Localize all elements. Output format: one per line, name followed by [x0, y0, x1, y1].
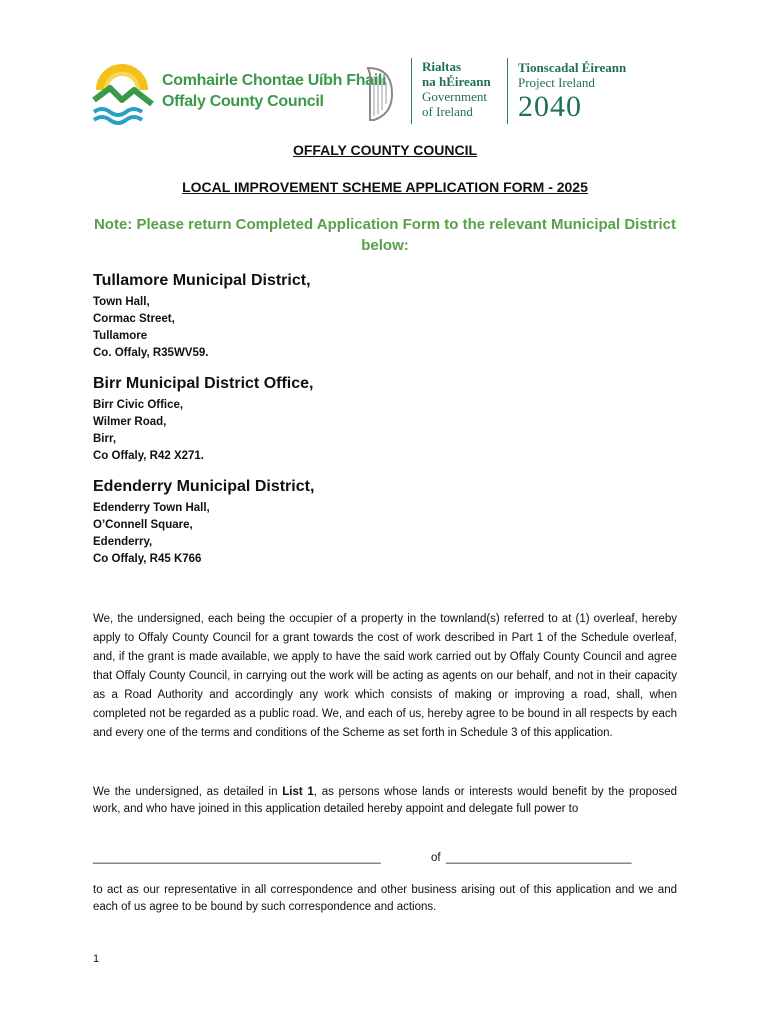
harp-icon [362, 64, 398, 124]
offaly-county-council-logo [92, 58, 402, 128]
application-paragraph: We, the undersigned, each being the occupier of a property in the townland(s) referred to at (1) overleaf, hereby apply to Offaly County Council for a grant towards the cost of work described in Part 1 of the Schedule overleaf, and, if the grant is made available, we apply to have the said work carried out by Offaly County Council and agree that Offaly County Council, in carrying out the work will be acting as agents on our behalf, and not in their capacity as a Road Authority and accordingly any work which consists of making or improving a road, shall, when completed not be regarded as a public road. We, and each of us, hereby agree to be bound in all respects by each and every one of the terms and conditions of the Scheme as set forth in Schedule 3 of this application. [93, 613, 677, 739]
district-address-tullamore [93, 272, 311, 362]
representative-address-field[interactable]: _____________________________ [446, 852, 632, 864]
gov-line-2: na hÉireann [422, 74, 491, 89]
district-heading: Edenderry Municipal District, [93, 478, 315, 495]
gov-line-3: Government [422, 89, 487, 104]
representative-paragraph: to act as our representative in all correspondence and other business arising out of this application and we and each of us agree to be bound by such correspondence and actions. [93, 884, 677, 913]
council-name [162, 70, 386, 112]
return-note: Note: Please return Completed Application Form to the relevant Municipal District below: [93, 216, 677, 254]
address-line: Co. Offaly, R35WV59. [93, 347, 209, 359]
district-address-edenderry [93, 478, 314, 568]
district-address-birr [93, 375, 313, 465]
pi-year: 2040 [518, 90, 582, 123]
address-line: Co Offaly, R45 K766 [93, 553, 202, 565]
address-line: O’Connell Square, [93, 519, 193, 531]
address-line: Cormac Street, [93, 313, 175, 325]
address-line: Wilmer Road, [93, 416, 167, 428]
delegation-text-post: , as persons whose lands or interests would benefit by the proposed work, and who have joined in this application detailed hereby appoint and delegate full power to [93, 786, 678, 815]
representative-name-field[interactable]: _____________________________________________ [93, 852, 381, 864]
pi-line-2: Project Ireland [518, 75, 595, 90]
delegation-paragraph [93, 784, 677, 818]
delegation-text-pre: We the undersigned, as detailed in [93, 786, 283, 798]
address-line: Town Hall, [93, 296, 150, 308]
address-line: Tullamore [93, 330, 148, 342]
council-name-english: Offaly County Council [162, 93, 324, 110]
district-heading: Birr Municipal District Office, [93, 375, 314, 392]
address-line: Co Offaly, R42 X271. [93, 450, 204, 462]
pi-line-1: Tionscadal Éireann [518, 60, 627, 75]
of-label: of [431, 852, 441, 864]
address-line: Birr, [93, 433, 117, 445]
logo-divider [507, 58, 508, 124]
form-title: LOCAL IMPROVEMENT SCHEME APPLICATION FORM - 2025 [182, 179, 588, 195]
page-title: OFFALY COUNTY COUNCIL [292, 142, 478, 158]
project-ireland-logo [518, 60, 626, 124]
page-number: 1 [93, 953, 100, 965]
council-emblem-icon [92, 60, 154, 126]
list-reference: List 1 [282, 786, 314, 798]
gov-line-4: of Ireland [422, 104, 473, 119]
address-line: Edenderry, [93, 536, 153, 548]
council-name-irish: Comhairle Chontae Uíbh Fhailí [162, 72, 387, 89]
address-line: Birr Civic Office, [93, 399, 184, 411]
government-of-ireland-logo [422, 59, 491, 119]
district-heading: Tullamore Municipal District, [93, 272, 311, 289]
gov-line-1: Rialtas [422, 59, 461, 74]
logo-divider [411, 58, 412, 124]
address-line: Edenderry Town Hall, [93, 502, 210, 514]
